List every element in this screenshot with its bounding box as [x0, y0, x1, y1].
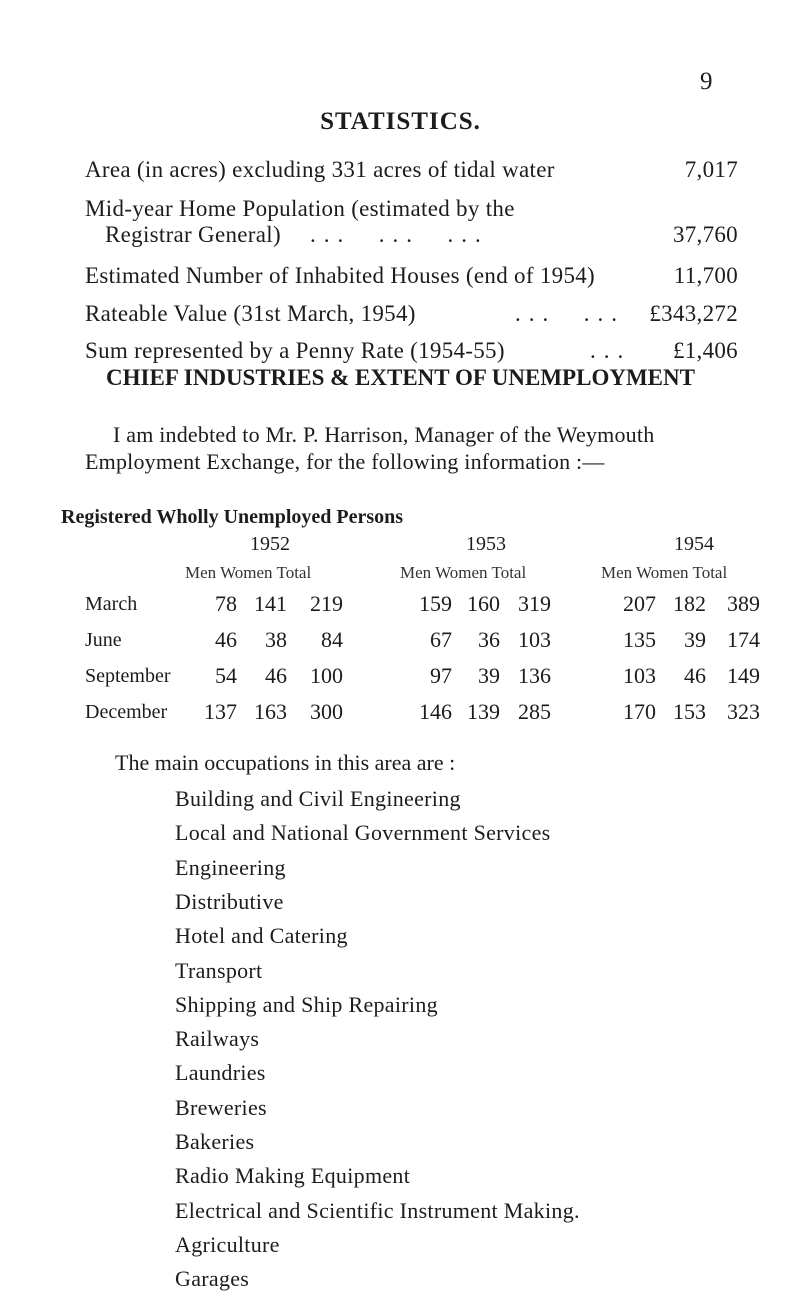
stat-label: Sum represented by a Penny Rate (1954-55) [85, 338, 505, 363]
occupation-item: Electrical and Scientific Instrument Making. [175, 1198, 580, 1223]
leader-dots: ... ... [515, 301, 625, 326]
table-cell: 285 [518, 699, 551, 724]
occupation-item: Laundries [175, 1060, 266, 1085]
occupation-item: Distributive [175, 889, 284, 914]
table-cell: 46 [684, 663, 706, 688]
table-cell: 146 [419, 699, 452, 724]
table-cell: 319 [518, 591, 551, 616]
table-cell: 149 [727, 663, 760, 688]
table-cell: 170 [623, 699, 656, 724]
table-cell: 36 [478, 627, 500, 652]
table-cell: 135 [623, 627, 656, 652]
table-cell: 219 [310, 591, 343, 616]
table-cell: 163 [254, 699, 287, 724]
intro-line-1: I am indebted to Mr. P. Harrison, Manager of the Weymouth [113, 422, 655, 447]
stat-value: £343,272 [649, 301, 738, 326]
stat-value: 7,017 [684, 157, 738, 182]
stat-label: Registrar General) [105, 222, 281, 247]
occupation-item: Breweries [175, 1095, 267, 1120]
stat-label: Mid-year Home Population (estimated by the [85, 196, 515, 221]
row-label: December [85, 701, 168, 723]
occupation-item: Hotel and Catering [175, 923, 348, 948]
table-cell: 139 [467, 699, 500, 724]
page-number: 9 [700, 68, 713, 95]
year-header: 1953 [466, 533, 506, 555]
table-cell: 103 [518, 627, 551, 652]
occupation-item: Railways [175, 1026, 260, 1051]
page-title: STATISTICS. [320, 108, 481, 135]
table-cell: 46 [215, 627, 237, 652]
occupation-item: Radio Making Equipment [175, 1163, 411, 1188]
stat-label: Estimated Number of Inhabited Houses (end of 1954) [85, 263, 596, 288]
stat-label: Rateable Value (31st March, 1954) [85, 301, 416, 326]
occupation-item: Bakeries [175, 1129, 255, 1154]
intro-line-2: Employment Exchange, for the following information :— [85, 449, 605, 474]
stat-value: £1,406 [672, 338, 738, 363]
occupation-item: Shipping and Ship Repairing [175, 992, 438, 1017]
table-cell: 207 [623, 591, 656, 616]
occupation-item: Local and National Government Services [175, 820, 551, 845]
table-cell: 38 [265, 627, 287, 652]
year-header: 1952 [250, 533, 290, 555]
table-cell: 67 [430, 627, 452, 652]
table-cell: 97 [430, 663, 452, 688]
occupation-item: Engineering [175, 855, 286, 880]
stat-label: Area (in acres) excluding 331 acres of tidal water [85, 157, 555, 182]
year-header: 1954 [674, 533, 714, 555]
table-cell: 300 [310, 699, 343, 724]
table-cell: 174 [727, 627, 760, 652]
table-cell: 78 [215, 591, 237, 616]
occupation-item: Transport [175, 958, 263, 983]
table-cell: 141 [254, 591, 287, 616]
table-cell: 323 [727, 699, 760, 724]
table-cell: 100 [310, 663, 343, 688]
table-cell: 160 [467, 591, 500, 616]
occupation-item: Garages [175, 1266, 250, 1291]
row-label: June [85, 629, 122, 651]
table-cell: 84 [321, 627, 343, 652]
table-cell: 136 [518, 663, 551, 688]
table-cell: 159 [419, 591, 452, 616]
stat-value: 37,760 [672, 222, 738, 247]
table-cell: 137 [204, 699, 237, 724]
table-cell: 39 [684, 627, 706, 652]
table-cell: 54 [215, 663, 237, 688]
occupation-item: Building and Civil Engineering [175, 786, 461, 811]
column-subheader: Men Women Total [400, 563, 527, 582]
occupations-intro: The main occupations in this area are : [115, 750, 456, 775]
stat-value: 11,700 [673, 263, 738, 288]
column-subheader: Men Women Total [185, 563, 312, 582]
row-label: September [85, 665, 171, 687]
leader-dots: ... ... ... [310, 222, 489, 247]
leader-dots: ... [590, 338, 632, 363]
section-heading: CHIEF INDUSTRIES & EXTENT OF UNEMPLOYMENT [106, 365, 695, 390]
table-cell: 39 [478, 663, 500, 688]
column-subheader: Men Women Total [601, 563, 728, 582]
row-label: March [85, 593, 138, 615]
table-cell: 46 [265, 663, 287, 688]
table-cell: 153 [673, 699, 706, 724]
table-cell: 389 [727, 591, 760, 616]
table-cell: 103 [623, 663, 656, 688]
table-cell: 182 [673, 591, 706, 616]
table-title: Registered Wholly Unemployed Persons [61, 506, 404, 528]
occupation-item: Agriculture [175, 1232, 280, 1257]
